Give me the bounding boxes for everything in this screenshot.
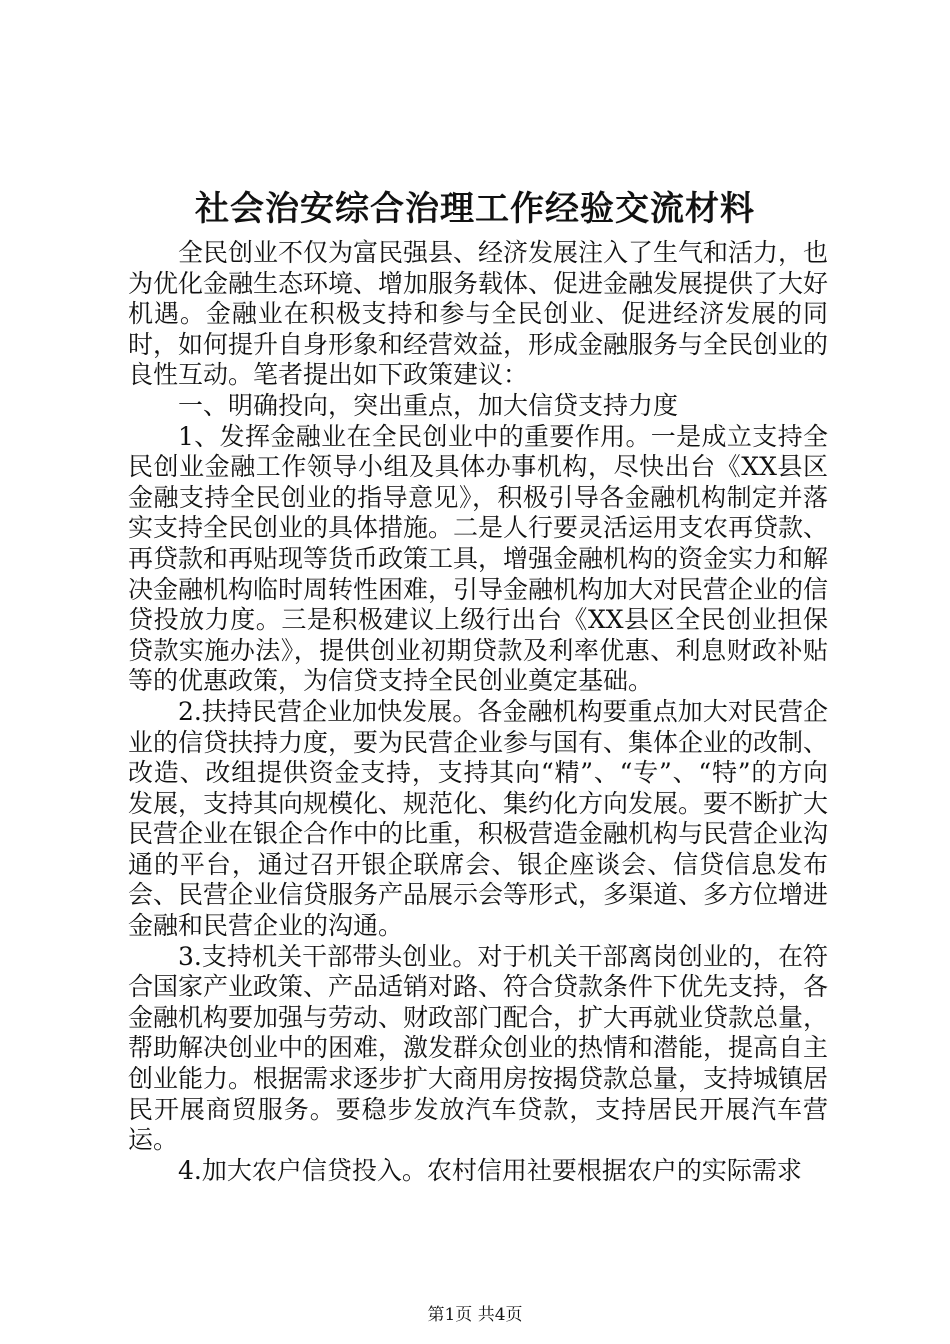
paragraph-point-4: 4.加大农户信贷投入。农村信用社要根据农户的实际需求	[178, 1155, 802, 1185]
paragraph-point-2: 2.扶持民营企业加快发展。各金融机构要重点加大对民营企业的信贷扶持力度，要为民营企业参与国有、集体企业的改制、改造、改组提供资金支持，支持其向“精”、“专”、“特”的方向发展，支持其向规模化、规范化、集约化方向发展。要不断扩大民营企业在银企合作中的比重，积极营造金融机构与民营企业沟通的平台，通过召开银企联席会、银企座谈会、信贷信息发布会、民营企业信贷服务产品展示会等形式，多渠道、多方位增进金融和民营企业的沟通。	[128, 696, 829, 941]
paragraph-point-1: 1、发挥金融业在全民创业中的重要作用。一是成立支持全民创业金融工作领导小组及具体办事机构，尽快出台《XX县区金融支持全民创业的指导意见》，积极引导各金融机构制定并落实支持全民创业的具体措施。二是人行要灵活运用支农再贷款、再贷款和再贴现等货币政策工具，增强金融机构的资金实力和解决金融机构临时周转性困难，引导金融机构加大对民营企业的信贷投放力度。三是积极建议上级行出台《XX县区全民创业担保贷款实施办法》，提供创业初期贷款及利率优惠、利息财政补贴等的优惠政策，为信贷支持全民创业奠定基础。	[128, 421, 829, 696]
page-footer: 第1页 共4页	[427, 1305, 523, 1325]
paragraph-intro: 全民创业不仅为富民强县、经济发展注入了生气和活力，也为优化金融生态环境、增加服务载体、促进金融发展提供了大好机遇。金融业在积极支持和参与全民创业、促进经济发展的同时，如何提升自身形象和经营效益，形成金融服务与全民创业的良性互动。笔者提出如下政策建议：	[128, 238, 829, 390]
document-body	[128, 238, 828, 1186]
document-title: 社会治安综合治理工作经验交流材料	[195, 189, 755, 229]
paragraph-point-3: 3.支持机关干部带头创业。对于机关干部离岗创业的，在符合国家产业政策、产品适销对路、符合贷款条件下优先支持，各金融机构要加强与劳动、财政部门配合，扩大再就业贷款总量，帮助解决创业中的困难，激发群众创业的热情和潜能，提高自主创业能力。根据需求逐步扩大商用房按揭贷款总量，支持城镇居民开展商贸服务。要稳步发放汽车贷款，支持居民开展汽车营运。	[128, 941, 829, 1155]
section-heading-1: 一、明确投向，突出重点，加大信贷支持力度	[178, 390, 679, 420]
